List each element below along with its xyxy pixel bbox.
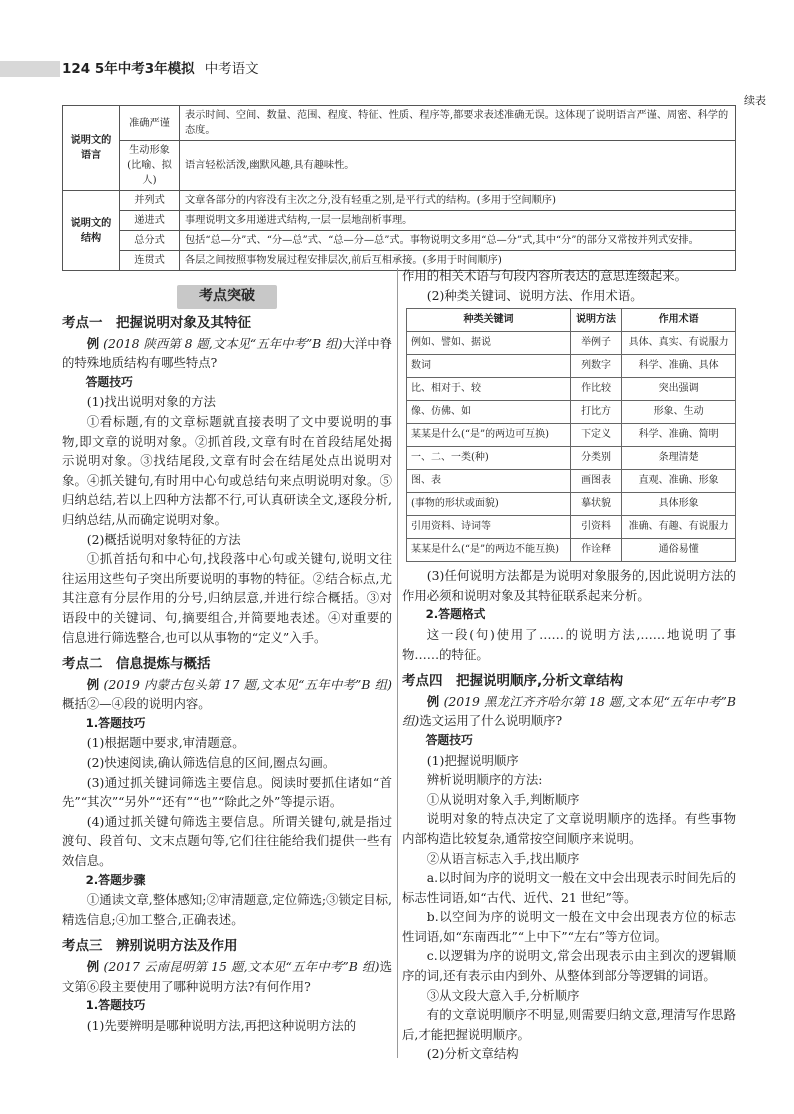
column-divider (397, 268, 398, 1058)
paragraph: ①抓首括句和中心句,找段落中心句或关键句,说明文往往运用这些句子突出所要说明的事物的特征。②结合标点,尤其注意有分层作用的分号,归纳层意,并进行综合概括。③对语段中的关键词、句,摘要组合,并简要地表述。④对重要的信息进行筛选整合,也可以从事物的“定义”入手。 (62, 551, 392, 645)
paragraph: ②从语言标志入手,找出顺序 (426, 850, 580, 866)
table-row (407, 378, 736, 401)
example-source: (2019 内蒙古包头第 17 题,文本见“五年中考”B 组) (103, 676, 392, 692)
method-cell: 分类别 (570, 447, 621, 470)
subheading: 答题技巧 (425, 732, 473, 747)
method-cell: 摹状貌 (570, 493, 621, 516)
continued-label: 续表 (744, 94, 766, 107)
desc-cell: 各层之间按照事物发展过程安排层次,前后互相承接。(多用于时间顺序) (180, 251, 736, 271)
keyword-cell: 例如、譬如、据说 (407, 332, 571, 355)
category-cell: 说明文的语言 (63, 106, 120, 191)
section-banner (62, 285, 392, 309)
method-cell: 列数字 (570, 355, 621, 378)
paragraph: (4)通过抓关键句筛选主要信息。所谓关键句,就是指过渡句、段首句、文末点题句等,它们往往能给我们提供一些有效信息。 (62, 813, 392, 869)
paragraph: ③从文段大意入手,分析顺序 (426, 987, 580, 1003)
methods-table (406, 308, 736, 562)
sub-cell: 生动形象(比喻、拟人) (120, 141, 180, 191)
paragraph: 辨析说明顺序的方法: (426, 772, 543, 788)
column-header: 说明方法 (570, 309, 621, 332)
example-source: (2017 云南昆明第 15 题,文本见“五年中考”B 组) (103, 959, 380, 974)
paragraph: (1)先要辨明是哪种说明方法,再把这种说明方法的 (86, 1017, 357, 1033)
example-source: (2018 陕西第 8 题,文本见“五年中考”B 组) (103, 335, 343, 351)
paragraph: ①看标题,有的文章标题就直接表明了文中要说明的事物,即文章的说明对象。②抓首段,文章有时在首段结尾处揭示说明对象。③找结尾段,文章有时会在结尾处点出说明对象。④抓关键句,有时用中心句或总结句来点明说明对象。⑤归纳总结,若以上四种方法都不行,可认真研读全文,逐段分析,归纳总结,从而确定说明对象。 (62, 413, 392, 527)
sub-cell: 总分式 (120, 231, 180, 251)
example-label: 例 (86, 676, 100, 692)
column-header: 作用术语 (622, 309, 736, 332)
example-question (62, 334, 392, 373)
effect-cell: 条理清楚 (622, 447, 736, 470)
method-cell: 举例子 (570, 332, 621, 355)
sub-cell: 递进式 (120, 211, 180, 231)
keyword-cell: 图、表 (407, 470, 571, 493)
method-cell: 画图表 (570, 470, 621, 493)
keyword-cell: (事物的形状或面貌) (407, 493, 571, 516)
table-row (407, 424, 736, 447)
subject-title: 中考语文 (204, 61, 259, 77)
table-row (63, 141, 736, 191)
page-header (0, 58, 794, 80)
example-text: 选文运用了什么说明顺序? (419, 713, 563, 729)
example-label: 例 (86, 335, 100, 351)
table-row (407, 447, 736, 470)
subheading: 2.答题步骤 (85, 872, 146, 887)
subheading: 1.答题技巧 (85, 715, 146, 730)
paragraph: (1)找出说明对象的方法 (86, 394, 216, 410)
effect-cell: 科学、准确、简明 (622, 424, 736, 447)
keyword-cell: 一、二、一类(种) (407, 447, 571, 470)
keyword-cell: 某某是什么(“是”的两边可互换) (407, 424, 571, 447)
effect-cell: 科学、准确、具体 (622, 355, 736, 378)
example-source: (2019 黑龙江齐齐哈尔第 18 题,文本见“五年中考”B 组) (402, 693, 736, 729)
table-row (63, 191, 736, 211)
paragraph: (1)根据题中要求,审清题意。 (86, 735, 245, 751)
keyword-cell: 引用资料、诗词等 (407, 516, 571, 539)
paragraph: b.以空间为序的说明文一般在文中会出现表方位的标志性词语,如“东南西北”“上中下”“左右”等方位词。 (402, 909, 736, 944)
desc-cell: 包括“总—分”式、“分—总”式、“总—分—总”式。事物说明文多用“总—分”式,其中“分”的部分又常按并列式安排。 (180, 231, 736, 251)
desc-cell: 语言轻松活泼,幽默风趣,具有趣味性。 (180, 141, 736, 191)
paragraph: (1)把握说明顺序 (426, 752, 519, 768)
table-row (63, 231, 736, 251)
book-title: 5年中考3年模拟 (94, 61, 195, 77)
paragraph: ①从说明对象入手,判断顺序 (426, 791, 580, 807)
example-text: 概括②—④段的说明内容。 (62, 696, 211, 712)
example-question (402, 692, 736, 731)
example-label: 例 (426, 693, 440, 709)
paragraph: 这一段(句)使用了……的说明方法,……地说明了事物……的特征。 (402, 626, 736, 662)
example-text: 选文第⑥段主要使用了哪种说明方法?有何作用? (62, 959, 392, 994)
method-cell: 引资料 (570, 516, 621, 539)
column-header: 种类关键词 (407, 309, 571, 332)
effect-cell: 通俗易懂 (622, 539, 736, 562)
banner-label: 考点突破 (177, 285, 277, 309)
keyword-cell: 某某是什么(“是”的两边不能互换) (407, 539, 571, 562)
paragraph: 说明对象的特点决定了文章说明顺序的选择。有些事物内部构造比较复杂,通常按空间顺序来说明。 (402, 811, 736, 846)
table-row (407, 470, 736, 493)
example-text: 大洋中脊的特殊地质结构有哪些特点? (62, 335, 393, 371)
effect-cell: 突出强调 (622, 378, 736, 401)
paragraph: (3)通过抓关键词筛选主要信息。阅读时要抓住诸如“首先”“其次”“另外”“还有”“也”“除此之外”等提示语。 (62, 774, 392, 810)
paragraph: (2)快速阅读,确认筛选信息的区间,圈点勾画。 (86, 755, 336, 771)
left-column (62, 285, 392, 1035)
table-header-row (407, 309, 736, 332)
example-question (62, 675, 392, 714)
sub-cell: 并列式 (120, 191, 180, 211)
effect-cell: 具体形象 (622, 493, 736, 516)
header-bar (0, 61, 60, 77)
example-question (62, 957, 392, 996)
section-heading: 考点四 把握说明顺序,分析文章结构 (402, 673, 624, 690)
desc-cell: 文章各部分的内容没有主次之分,没有轻重之别,是平行式的结构。(多用于空间顺序) (180, 191, 736, 211)
keyword-cell: 数词 (407, 355, 571, 378)
desc-cell: 表示时间、空间、数量、范围、程度、特征、性质、程序等,都要求表述准确无误。这体现了说明语言严谨、周密、科学的态度。 (180, 106, 736, 141)
keyword-cell: 像、仿佛、如 (407, 401, 571, 424)
table-row (63, 106, 736, 141)
keyword-cell: 比、相对于、较 (407, 378, 571, 401)
table-row (407, 516, 736, 539)
structure-table (62, 105, 736, 271)
table-row (407, 539, 736, 562)
section-heading: 考点三 辨别说明方法及作用 (62, 938, 238, 955)
paragraph: a.以时间为序的说明文一般在文中会出现表示时间先后的标志性词语,如“古代、近代、21 世纪”等。 (402, 870, 736, 905)
example-label: 例 (86, 959, 100, 974)
effect-cell: 具体、真实、有说服力 (622, 332, 736, 355)
paragraph: c.以逻辑为序的说明文,常会出现表示由主到次的逻辑顺序的词,还有表示由内到外、从整体到部分等逻辑的词语。 (402, 948, 736, 984)
effect-cell: 形象、生动 (622, 401, 736, 424)
header-text (62, 58, 259, 80)
method-cell: 打比方 (570, 401, 621, 424)
paragraph: ①通读文章,整体感知;②审清题意,定位筛选;③锁定目标,精选信息;④加工整合,正确表述。 (62, 892, 392, 927)
paragraph: (2)概括说明对象特征的方法 (86, 531, 241, 547)
page-number: 124 (62, 61, 91, 77)
subheading: 1.答题技巧 (85, 998, 146, 1013)
paragraph: 作用的相关术语与句段内容所表达的意思连缀起来。 (402, 268, 687, 283)
effect-cell: 准确、有趣、有说服力 (622, 516, 736, 539)
section-heading: 考点二 信息提炼与概括 (62, 656, 211, 673)
section-heading: 考点一 把握说明对象及其特征 (62, 315, 251, 331)
effect-cell: 直观、准确、形象 (622, 470, 736, 493)
paragraph: (2)种类关键词、说明方法、作用术语。 (426, 287, 643, 303)
paragraph: 有的文章说明顺序不明显,则需要归纳文意,理清写作思路后,才能把握说明顺序。 (402, 1007, 736, 1042)
paragraph: (2)分析文章结构 (426, 1046, 519, 1062)
table-row (407, 332, 736, 355)
sub-cell: 准确严谨 (120, 106, 180, 141)
table-row (407, 355, 736, 378)
table-row (407, 401, 736, 424)
method-cell: 作诠释 (570, 539, 621, 562)
table-row (407, 493, 736, 516)
method-cell: 下定义 (570, 424, 621, 447)
table-row (63, 211, 736, 231)
subheading: 2.答题格式 (425, 607, 486, 622)
method-cell: 作比较 (570, 378, 621, 401)
right-column (402, 266, 736, 1064)
paragraph: (3)任何说明方法都是为说明对象服务的,因此说明方法的作用必须和说明对象及其特征联系起来分析。 (402, 568, 736, 603)
subheading: 答题技巧 (85, 374, 133, 389)
desc-cell: 事理说明文多用递进式结构,一层一层地剖析事理。 (180, 211, 736, 231)
category-cell: 说明文的结构 (63, 191, 120, 271)
sub-cell: 连贯式 (120, 251, 180, 271)
